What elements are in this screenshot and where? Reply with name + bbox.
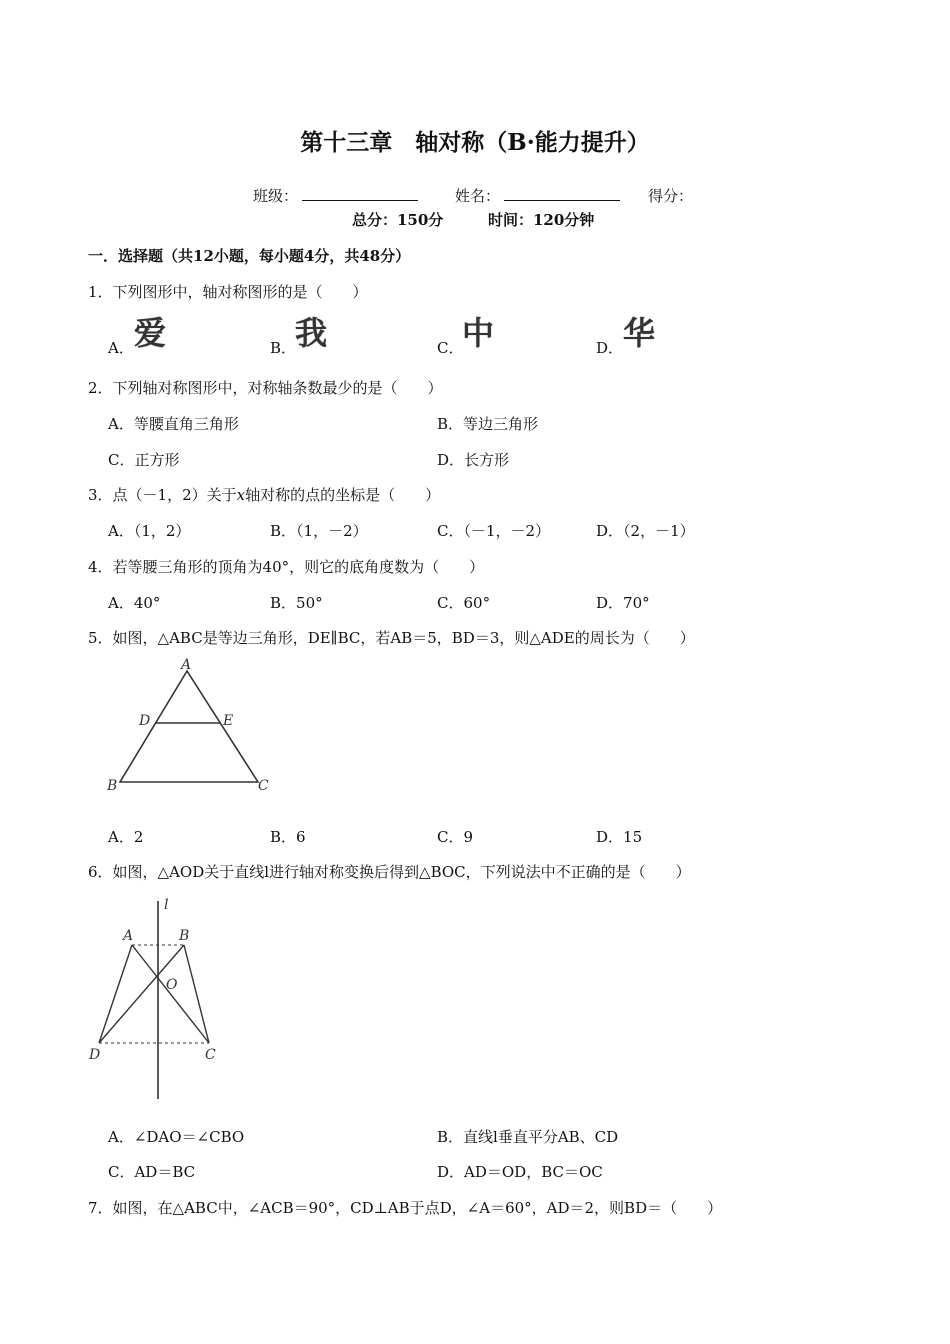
exam-time: 时间：120分钟	[488, 211, 595, 229]
label-l: l	[164, 897, 169, 913]
question-3-stem: 3．点（－1，2）关于x轴对称的点的坐标是（ ）	[88, 486, 441, 504]
label-b: B	[107, 778, 118, 794]
label-d: D	[139, 713, 151, 729]
page-title: 第十三章 轴对称（B·能力提升）	[300, 129, 650, 156]
question-4-option-b[interactable]: B．50°	[270, 594, 323, 612]
class-field	[253, 185, 418, 206]
question-4-option-a[interactable]: A．40°	[108, 594, 161, 612]
class-label: 班级：	[253, 187, 299, 205]
score-label: 得分：	[648, 187, 694, 205]
question-2-option-b[interactable]: B．等边三角形	[437, 415, 539, 433]
question-1-option-b[interactable]: B．	[270, 339, 297, 357]
label-o: O	[166, 977, 178, 993]
glyph-hua-image: 华	[623, 314, 656, 352]
name-blank[interactable]	[504, 186, 620, 201]
glyph-wo-image: 我	[295, 314, 328, 352]
question-5-option-b[interactable]: B．6	[270, 828, 306, 846]
question-3-option-b[interactable]: B．（1，－2）	[270, 522, 368, 540]
label-a: A	[123, 928, 134, 944]
question-6-figure	[85, 893, 245, 1105]
question-1-option-c[interactable]: C．	[437, 339, 464, 357]
class-blank[interactable]	[302, 186, 418, 201]
question-6-option-d[interactable]: D．AD＝OD，BC＝OC	[437, 1163, 603, 1181]
segment-ad	[99, 945, 132, 1043]
question-4-stem: 4．若等腰三角形的顶角为40°，则它的底角度数为（ ）	[88, 558, 485, 576]
question-1-stem: 1．下列图形中，轴对称图形的是（ ）	[88, 283, 368, 301]
question-4-option-c[interactable]: C．60°	[437, 594, 491, 612]
label-e: E	[223, 713, 234, 729]
label-a: A	[181, 657, 192, 673]
name-field	[455, 185, 620, 206]
question-7-stem: 7．如图，在△ABC中，∠ACB＝90°，CD⊥AB于点D，∠A＝60°，AD＝2，则BD＝（ ）	[88, 1199, 723, 1217]
question-5-option-a[interactable]: A．2	[108, 828, 144, 846]
label-c: C	[205, 1047, 216, 1063]
question-3-option-d[interactable]: D．（2，－1）	[596, 522, 695, 540]
total-score: 总分：150分	[352, 211, 444, 229]
segment-bc	[184, 945, 209, 1043]
question-2-option-c[interactable]: C．正方形	[108, 451, 180, 469]
question-2-stem: 2．下列轴对称图形中，对称轴条数最少的是（ ）	[88, 379, 443, 397]
section-title: 一．选择题（共12小题，每小题4分，共48分）	[88, 247, 411, 265]
question-1-option-d[interactable]: D．	[596, 339, 624, 357]
question-3-option-c[interactable]: C．（－1，－2）	[437, 522, 551, 540]
question-6-stem: 6．如图，△AOD关于直线l进行轴对称变换后得到△BOC，下列说法中不正确的是（ ）	[88, 863, 691, 881]
question-5-figure	[100, 652, 280, 800]
question-5-stem: 5．如图，△ABC是等边三角形，DE∥BC，若AB＝5，BD＝3，则△ADE的周长为（ ）	[88, 629, 695, 647]
label-c: C	[258, 778, 269, 794]
question-3-option-a[interactable]: A．（1，2）	[108, 522, 191, 540]
question-6-option-c[interactable]: C．AD＝BC	[108, 1163, 196, 1181]
question-2-option-a[interactable]: A．等腰直角三角形	[108, 415, 239, 433]
question-5-option-d[interactable]: D．15	[596, 828, 643, 846]
glyph-zhong-image: 中	[462, 314, 495, 352]
question-5-option-c[interactable]: C．9	[437, 828, 474, 846]
name-label: 姓名：	[455, 187, 501, 205]
label-d: D	[89, 1047, 101, 1063]
question-2-option-d[interactable]: D．长方形	[437, 451, 510, 469]
question-6-option-a[interactable]: A．∠DAO＝∠CBO	[108, 1128, 245, 1146]
glyph-ai-image: 爱	[134, 314, 167, 352]
question-1-option-a[interactable]: A．	[108, 339, 134, 357]
label-b: B	[179, 928, 190, 944]
question-4-option-d[interactable]: D．70°	[596, 594, 650, 612]
question-6-option-b[interactable]: B．直线l垂直平分AB、CD	[437, 1128, 619, 1146]
